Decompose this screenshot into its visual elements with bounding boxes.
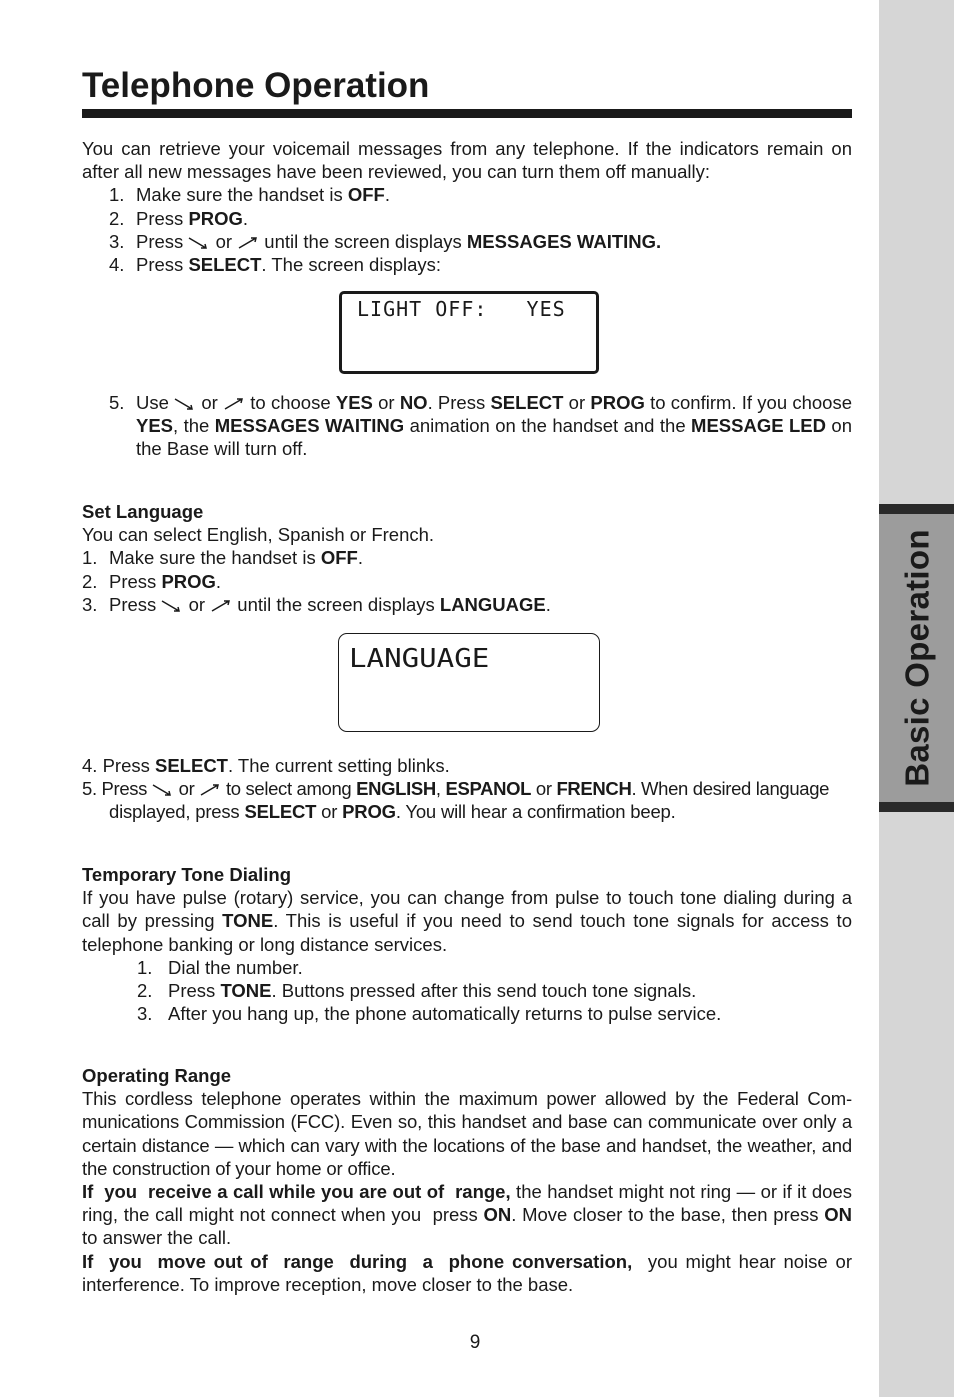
range-paragraph-2: If you receive a call while you are out of range, the handset might not ring — or if it does ring, the call might not connect when you press ON. Move closer to the base, then press ON to answer the call.	[82, 1181, 863, 1249]
lcd-text: LIGHT OFF: YES	[357, 297, 566, 321]
lcd-display-language	[338, 633, 600, 732]
section-heading: Operating Range	[82, 1065, 232, 1086]
voicemail-section	[82, 137, 852, 276]
list-item: 5. Press or to select among ENGLISH, ESPANOL or FRENCH. When desired language	[82, 778, 830, 800]
voicemail-step-5	[82, 391, 852, 461]
range-section	[82, 1064, 863, 1296]
list-item: 5. Use or to choose YES or NO. Press SELECT or PROG to confirm. If you choose YES, the MESSAGES WAITING animation on the handset and the MESSAGE LED on the Base will turn off.	[109, 392, 853, 460]
section-heading: Temporary Tone Dialing	[82, 864, 292, 885]
section-heading: Set Language	[82, 501, 204, 522]
scroll-up-arrow-icon	[237, 236, 259, 250]
list-item: 3. Press or until the screen displays LANGUAGE.	[82, 593, 551, 615]
list-item: 4. Press SELECT. The screen displays:	[109, 254, 442, 276]
voicemail-intro: You can retrieve your voicemail messages from any telephone. If the indicators remain on after all new messages have been reviewed, you can turn them off manually:	[82, 138, 852, 183]
language-section	[82, 500, 852, 616]
language-intro: You can select English, Spanish or French.	[82, 524, 435, 546]
title-rule	[82, 109, 852, 118]
language-steps-continued	[82, 754, 852, 824]
section-tab-label: Basic Operation	[897, 529, 935, 787]
list-item: 3. Press or until the screen displays MESSAGES WAITING.	[109, 230, 662, 252]
list-item: 2. Press PROG.	[82, 570, 222, 592]
scroll-down-arrow-icon	[174, 397, 196, 411]
list-item: 1. Make sure the handset is OFF.	[82, 547, 363, 569]
page-number: 9	[469, 1332, 481, 1353]
lcd-text: LANGUAGE	[349, 644, 490, 674]
list-item: 1. Dial the number.	[137, 956, 303, 978]
scroll-up-arrow-icon	[199, 783, 221, 797]
tone-paragraph: If you have pulse (rotary) service, you can change from pulse to touch tone dialing during a call by pressing TONE. This is useful if you need to send touch tone signals for access to telephone banking or long distance services.	[82, 887, 852, 955]
list-item: 2. Press PROG.	[109, 207, 249, 229]
section-tab	[879, 504, 954, 812]
lcd-display-light-off	[339, 291, 599, 374]
list-item-continuation: displayed, press SELECT or PROG. You will hear a confirmation beep.	[109, 801, 676, 823]
page-title: Telephone Operation	[82, 66, 430, 105]
tone-section	[82, 863, 852, 1025]
list-item: 4. Press SELECT. The current setting blinks.	[82, 755, 450, 776]
list-item: 3. After you hang up, the phone automatically returns to pulse service.	[137, 1003, 722, 1025]
scroll-down-arrow-icon	[152, 783, 174, 797]
scroll-up-arrow-icon	[210, 599, 232, 613]
list-item: 2. Press TONE. Buttons pressed after this send touch tone signals.	[137, 980, 697, 1002]
scroll-down-arrow-icon	[188, 236, 210, 250]
range-paragraph-3: If you move out of range during a phone conversation, you might hear noise or interference. To improve reception, move closer to the base.	[82, 1250, 858, 1295]
range-paragraph-1: This cordless telephone operates within the maximum power allowed by the Federal Com-munications Commission (FCC). Even so, this handset and base can communicate over only a certain distance — which can vary with the locations of the base and handset, the weather, and the construction of your home or office.	[82, 1088, 852, 1179]
list-item: 1. Make sure the handset is OFF.	[109, 184, 390, 206]
scroll-down-arrow-icon	[161, 599, 183, 613]
scroll-up-arrow-icon	[223, 397, 245, 411]
